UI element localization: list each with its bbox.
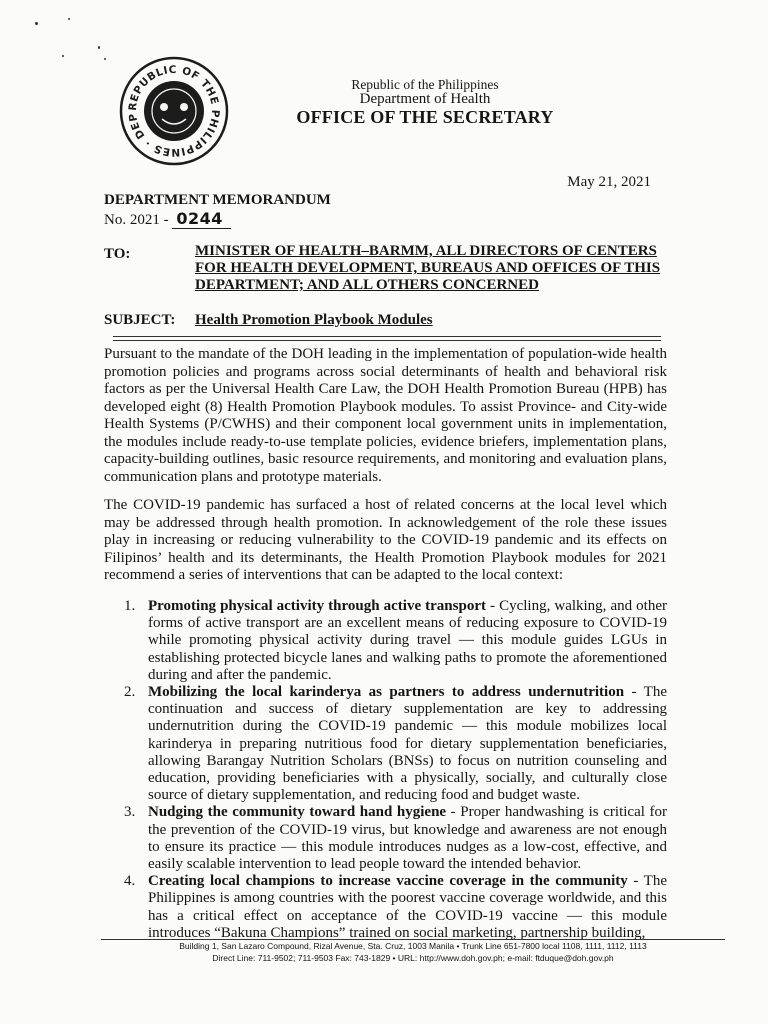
modules-list	[104, 598, 667, 942]
list-item-title: Creating local champions to increase vaccine coverage in the community	[148, 873, 628, 890]
footer-divider	[101, 939, 725, 940]
body-paragraph-1: Pursuant to the mandate of the DOH leading in the implementation of population-wide health promotion policies and programs across social determinants of health and behavioral risk factors as per the Universal Health Care Law, the DOH Health Promotion Bureau (HPB) has developed eight (8) Health Promotion Playbook modules. To assist Province- and City-wide Health Systems (P/CWHS) and their component local government units in implementation, the modules include ready-to-use template policies, evidence briefers, implementation plans, capacity-building outlines, basic resource requirements, and monitoring and evaluation plans, communication plans and prototype materials.	[104, 346, 667, 485]
to-recipients: MINISTER OF HEALTH–BARMM, ALL DIRECTORS OF CENTERS FOR HEALTH DEVELOPMENT, BUREAUS AND OFFICES OF THIS DEPARTMENT; AND ALL OTHERS CONCERNED	[195, 243, 661, 293]
divider	[113, 340, 661, 341]
list-item-number: 2.	[124, 684, 136, 701]
seal-ring-text: REPUBLIC OF THE PHILIPPINES · DEP	[126, 63, 222, 159]
memo-number-handwritten: 0244	[176, 209, 223, 228]
footer-contact: Direct Line: 711-9502; 711-9503 Fax: 743-1829 • URL: http://www.doh.gov.ph; e-mail: ftduque@doh.gov.ph	[212, 953, 614, 963]
list-item-title: Mobilizing the local karinderya as partners to address undernutrition	[148, 684, 625, 701]
list-item	[104, 873, 667, 942]
memo-title: DEPARTMENT MEMORANDUM	[104, 192, 331, 208]
list-item-number: 3.	[124, 804, 136, 821]
list-item-number: 1.	[124, 598, 136, 614]
header-department: Department of Health	[359, 91, 491, 107]
subject-text: Health Promotion Playbook Modules	[195, 312, 433, 328]
doh-seal	[118, 55, 230, 167]
memo-number-prefix: No. 2021 -	[104, 212, 173, 228]
list-item-title: Nudging the community toward hand hygiene	[148, 804, 447, 821]
list-item	[104, 598, 667, 684]
header-republic: Republic of the Philippines	[351, 77, 499, 92]
to-label: TO:	[104, 246, 131, 262]
list-item-title: Promoting physical activity through active transport	[148, 598, 486, 614]
subject-label: SUBJECT:	[104, 312, 176, 328]
list-item-text: - Cycling, walking, and other forms of active transport are an excellent means of reducing exposure to COVID-19 while promoting physical activity during travel — this module guides LGUs in establishing protected bicycle lanes and walking paths to promote the aforementioned during and after the pandemic.	[148, 598, 667, 683]
memo-number	[104, 209, 231, 229]
divider	[113, 336, 661, 337]
list-item	[104, 804, 667, 873]
list-item-text: - The Philippines is among countries with the poorest vaccine coverage worldwide, and this has a critical effect on acceptance of the COVID-19 vaccine — this module introduces “Bakuna Champions” trained on social marketing, partnership building,	[148, 873, 668, 941]
footer-address: Building 1, San Lazaro Compound, Rizal Avenue, Sta. Cruz, 1003 Manila • Trunk Line 651-7800 local 1108, 1111, 1112, 1113	[179, 941, 647, 951]
body-paragraph-2: The COVID-19 pandemic has surfaced a host of related concerns at the local level which may be addressed through health promotion. In acknowledgement of the role these issues play in increasing or reducing vulnerability to the COVID-19 pandemic and its effects on Filipinos’ health and its determinants, the Health Promotion Playbook modules for 2021 recommend a series of interventions that can be adapted to the local context:	[104, 497, 667, 583]
list-item-text: - Proper handwashing is critical for the prevention of the COVID-19 virus, but knowledge and awareness are not enough to ensure its practice — this module introduces nudges as a low-cost, effective, and easily scalable intervention to lead people toward the intended behavior.	[148, 804, 667, 873]
memo-date: May 21, 2021	[567, 174, 651, 190]
list-item	[104, 684, 667, 804]
list-item-number: 4.	[124, 873, 136, 890]
header-office: OFFICE OF THE SECRETARY	[296, 107, 554, 127]
list-item-text: - The continuation and success of dietary supplementation are key to addressing undernutrition during the COVID-19 pandemic — this module mobilizes local karinderya in preparing nutritious food for dietary supplementation beneficiaries, allowing Barangay Nutrition Scholars (BNSs) to focus on nutrition counseling and education, providing beneficiaries with a physically, socially, and culturally close source of dietary supplementation, and reducing food and budget waste.	[148, 684, 668, 804]
